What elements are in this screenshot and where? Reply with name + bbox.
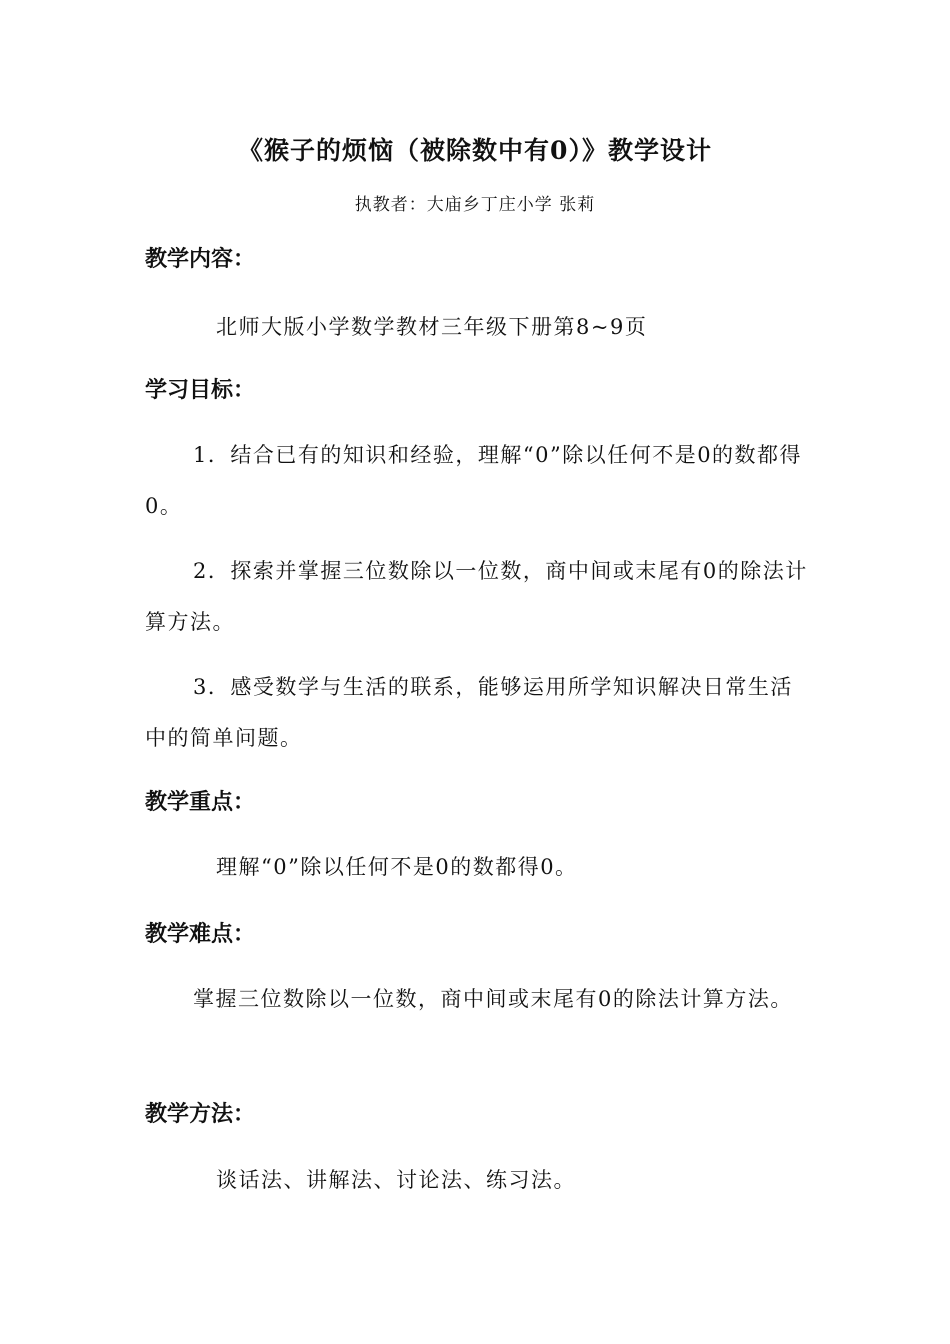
- objective-item-3: 3．感受数学与生活的联系，能够运用所学知识解决日常生活中的简单问题。: [145, 675, 793, 750]
- section-heading-methods: 教学方法：: [145, 1101, 256, 1127]
- section-text-key-points: 理解“0”除以任何不是0的数都得0。: [216, 855, 578, 879]
- section-heading-difficulties: 教学难点：: [145, 921, 256, 947]
- section-heading-content: 教学内容：: [145, 246, 256, 272]
- section-heading-objectives: 学习目标：: [145, 377, 256, 403]
- section-text-difficulties: 掌握三位数除以一位数，商中间或末尾有0的除法计算方法。: [193, 987, 793, 1011]
- section-text-content: 北师大版小学数学教材三年级下册第8~9页: [216, 315, 648, 339]
- objective-item-1: 1．结合已有的知识和经验，理解“0”除以任何不是0的数都得0。: [145, 443, 803, 518]
- document-author: 执教者：大庙乡丁庄小学 张莉: [354, 195, 596, 215]
- section-heading-key-points: 教学重点：: [145, 789, 256, 815]
- objective-item-2: 2．探索并掌握三位数除以一位数，商中间或末尾有0的除法计算方法。: [145, 559, 808, 634]
- section-text-methods: 谈话法、讲解法、讨论法、练习法。: [216, 1168, 576, 1192]
- document-title: 《猴子的烦恼（被除数中有0）》教学设计: [238, 136, 712, 165]
